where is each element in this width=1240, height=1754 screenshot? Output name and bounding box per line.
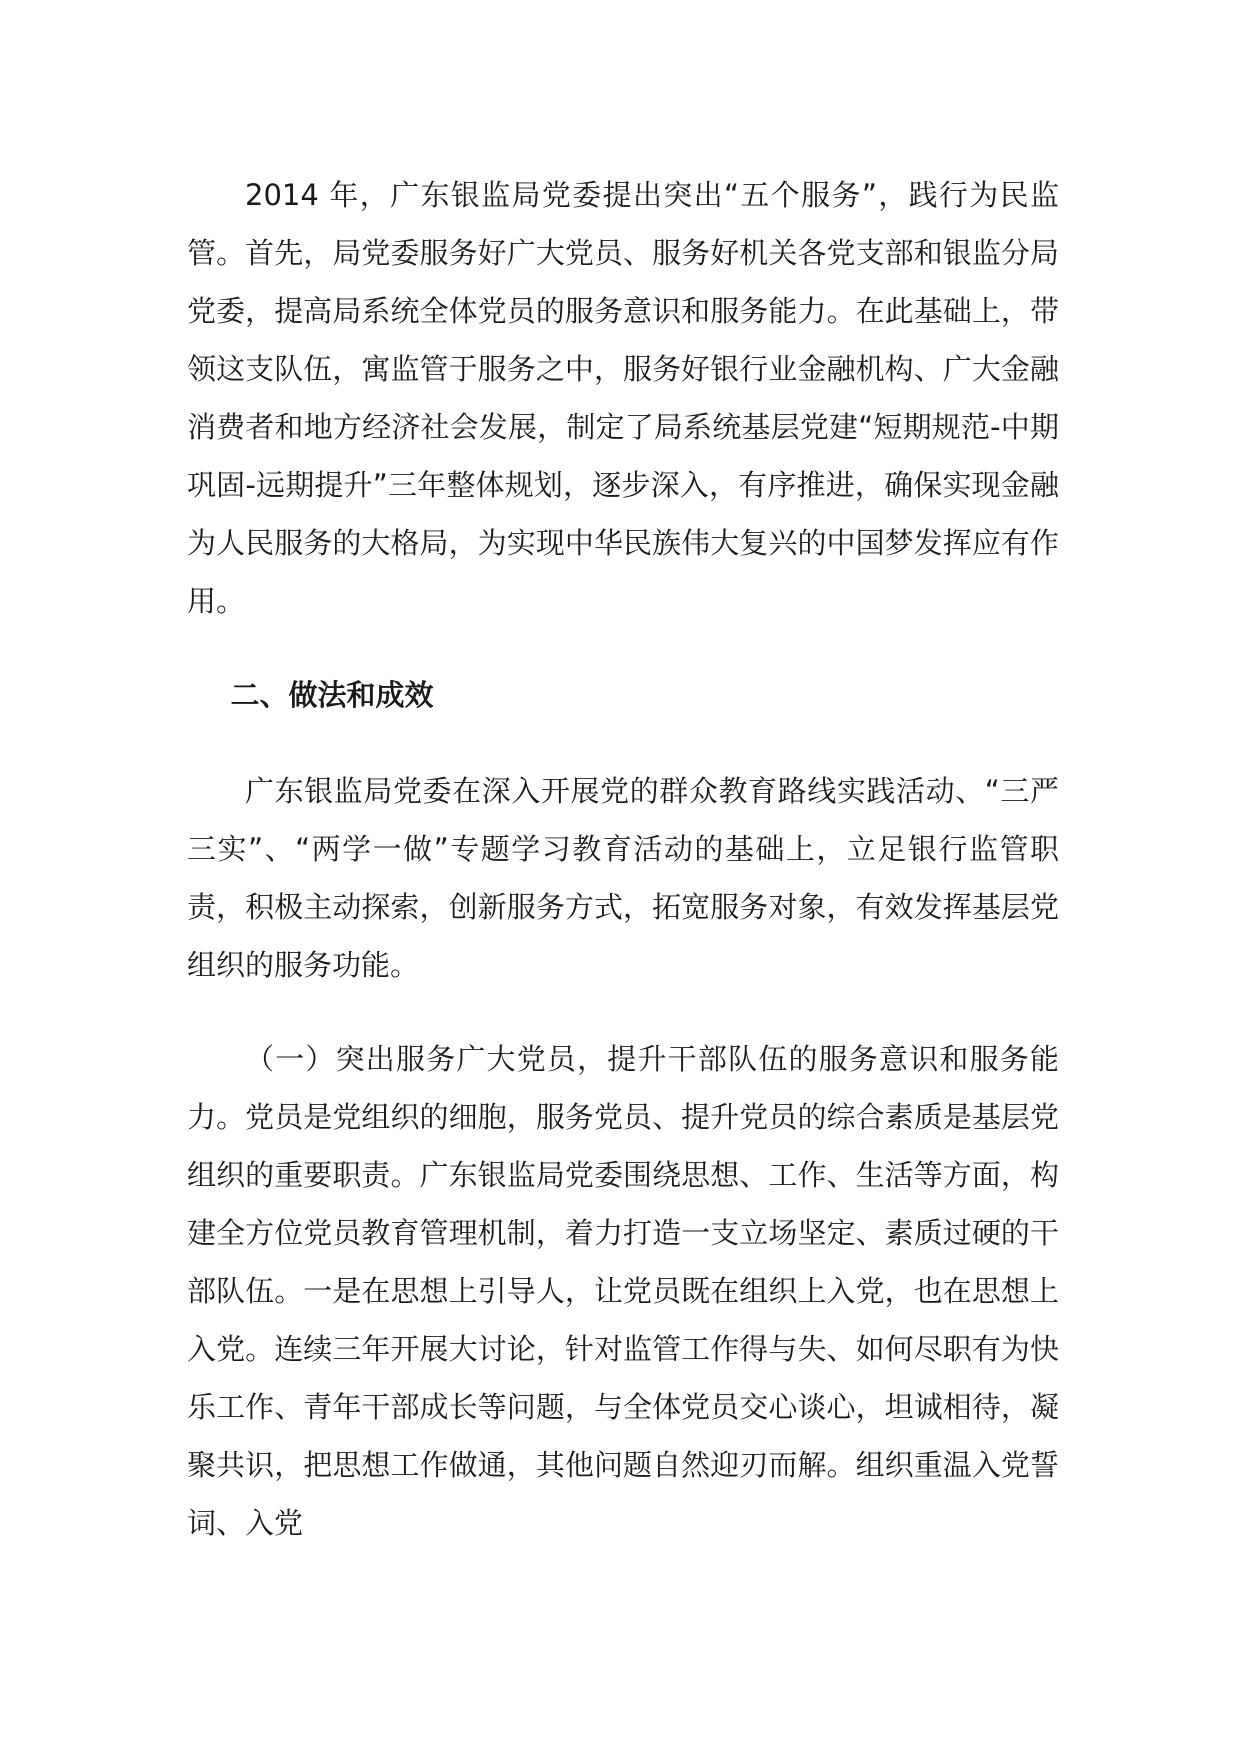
paragraph-subsection-one: （一）突出服务广大党员，提升干部队伍的服务意识和服务能力。党员是党组织的细胞，服务党员、提升党员的综合素质是基层党组织的重要职责。广东银监局党委围绕思想、工作、生活等方面，构建全方位党员教育管理机制，着力打造一支立场坚定、素质过硬的干部队伍。一是在思想上引导人，让党员既在组织上入党，也在思想上入党。连续三年开展大讨论，针对监管工作得与失、如何尽职有为快乐工作、青年干部成长等问题，与全体党员交心谈心，坦诚相待，凝聚共识，把思想工作做通，其他问题自然迎刃而解。组织重温入党誓词、入党 bbox=[187, 1042, 1059, 1540]
section-heading: 二、做法和成效 bbox=[230, 678, 434, 712]
paragraph-methods-intro: 广东银监局党委在深入开展党的群众教育路线实践活动、“三严三实”、“两学一做”专题学习教育活动的基础上，立足银行监管职责，积极主动探索，创新服务方式，拓宽服务对象，有效发挥基层党组织的服务功能。 bbox=[187, 774, 1059, 982]
paragraph-spacer bbox=[187, 630, 1059, 666]
document-body bbox=[187, 166, 1059, 1552]
paragraph-intro: 2014 年，广东银监局党委提出突出“五个服务”，践行为民监管。首先，局党委服务好广大党员、服务好机关各党支部和银监分局党委，提高局系统全体党员的服务意识和服务能力。在此基础上，带领这支队伍，寓监管于服务之中，服务好银行业金融机构、广大金融消费者和地方经济社会发展，制定了局系统基层党建“短期规范-中期巩固-远期提升”三年整体规划，逐步深入，有序推进，确保实现金融为人民服务的大格局，为实现中华民族伟大复兴的中国梦发挥应有作用。 bbox=[187, 178, 1059, 618]
paragraph-spacer bbox=[187, 994, 1059, 1030]
paragraph-spacer bbox=[187, 724, 1059, 762]
